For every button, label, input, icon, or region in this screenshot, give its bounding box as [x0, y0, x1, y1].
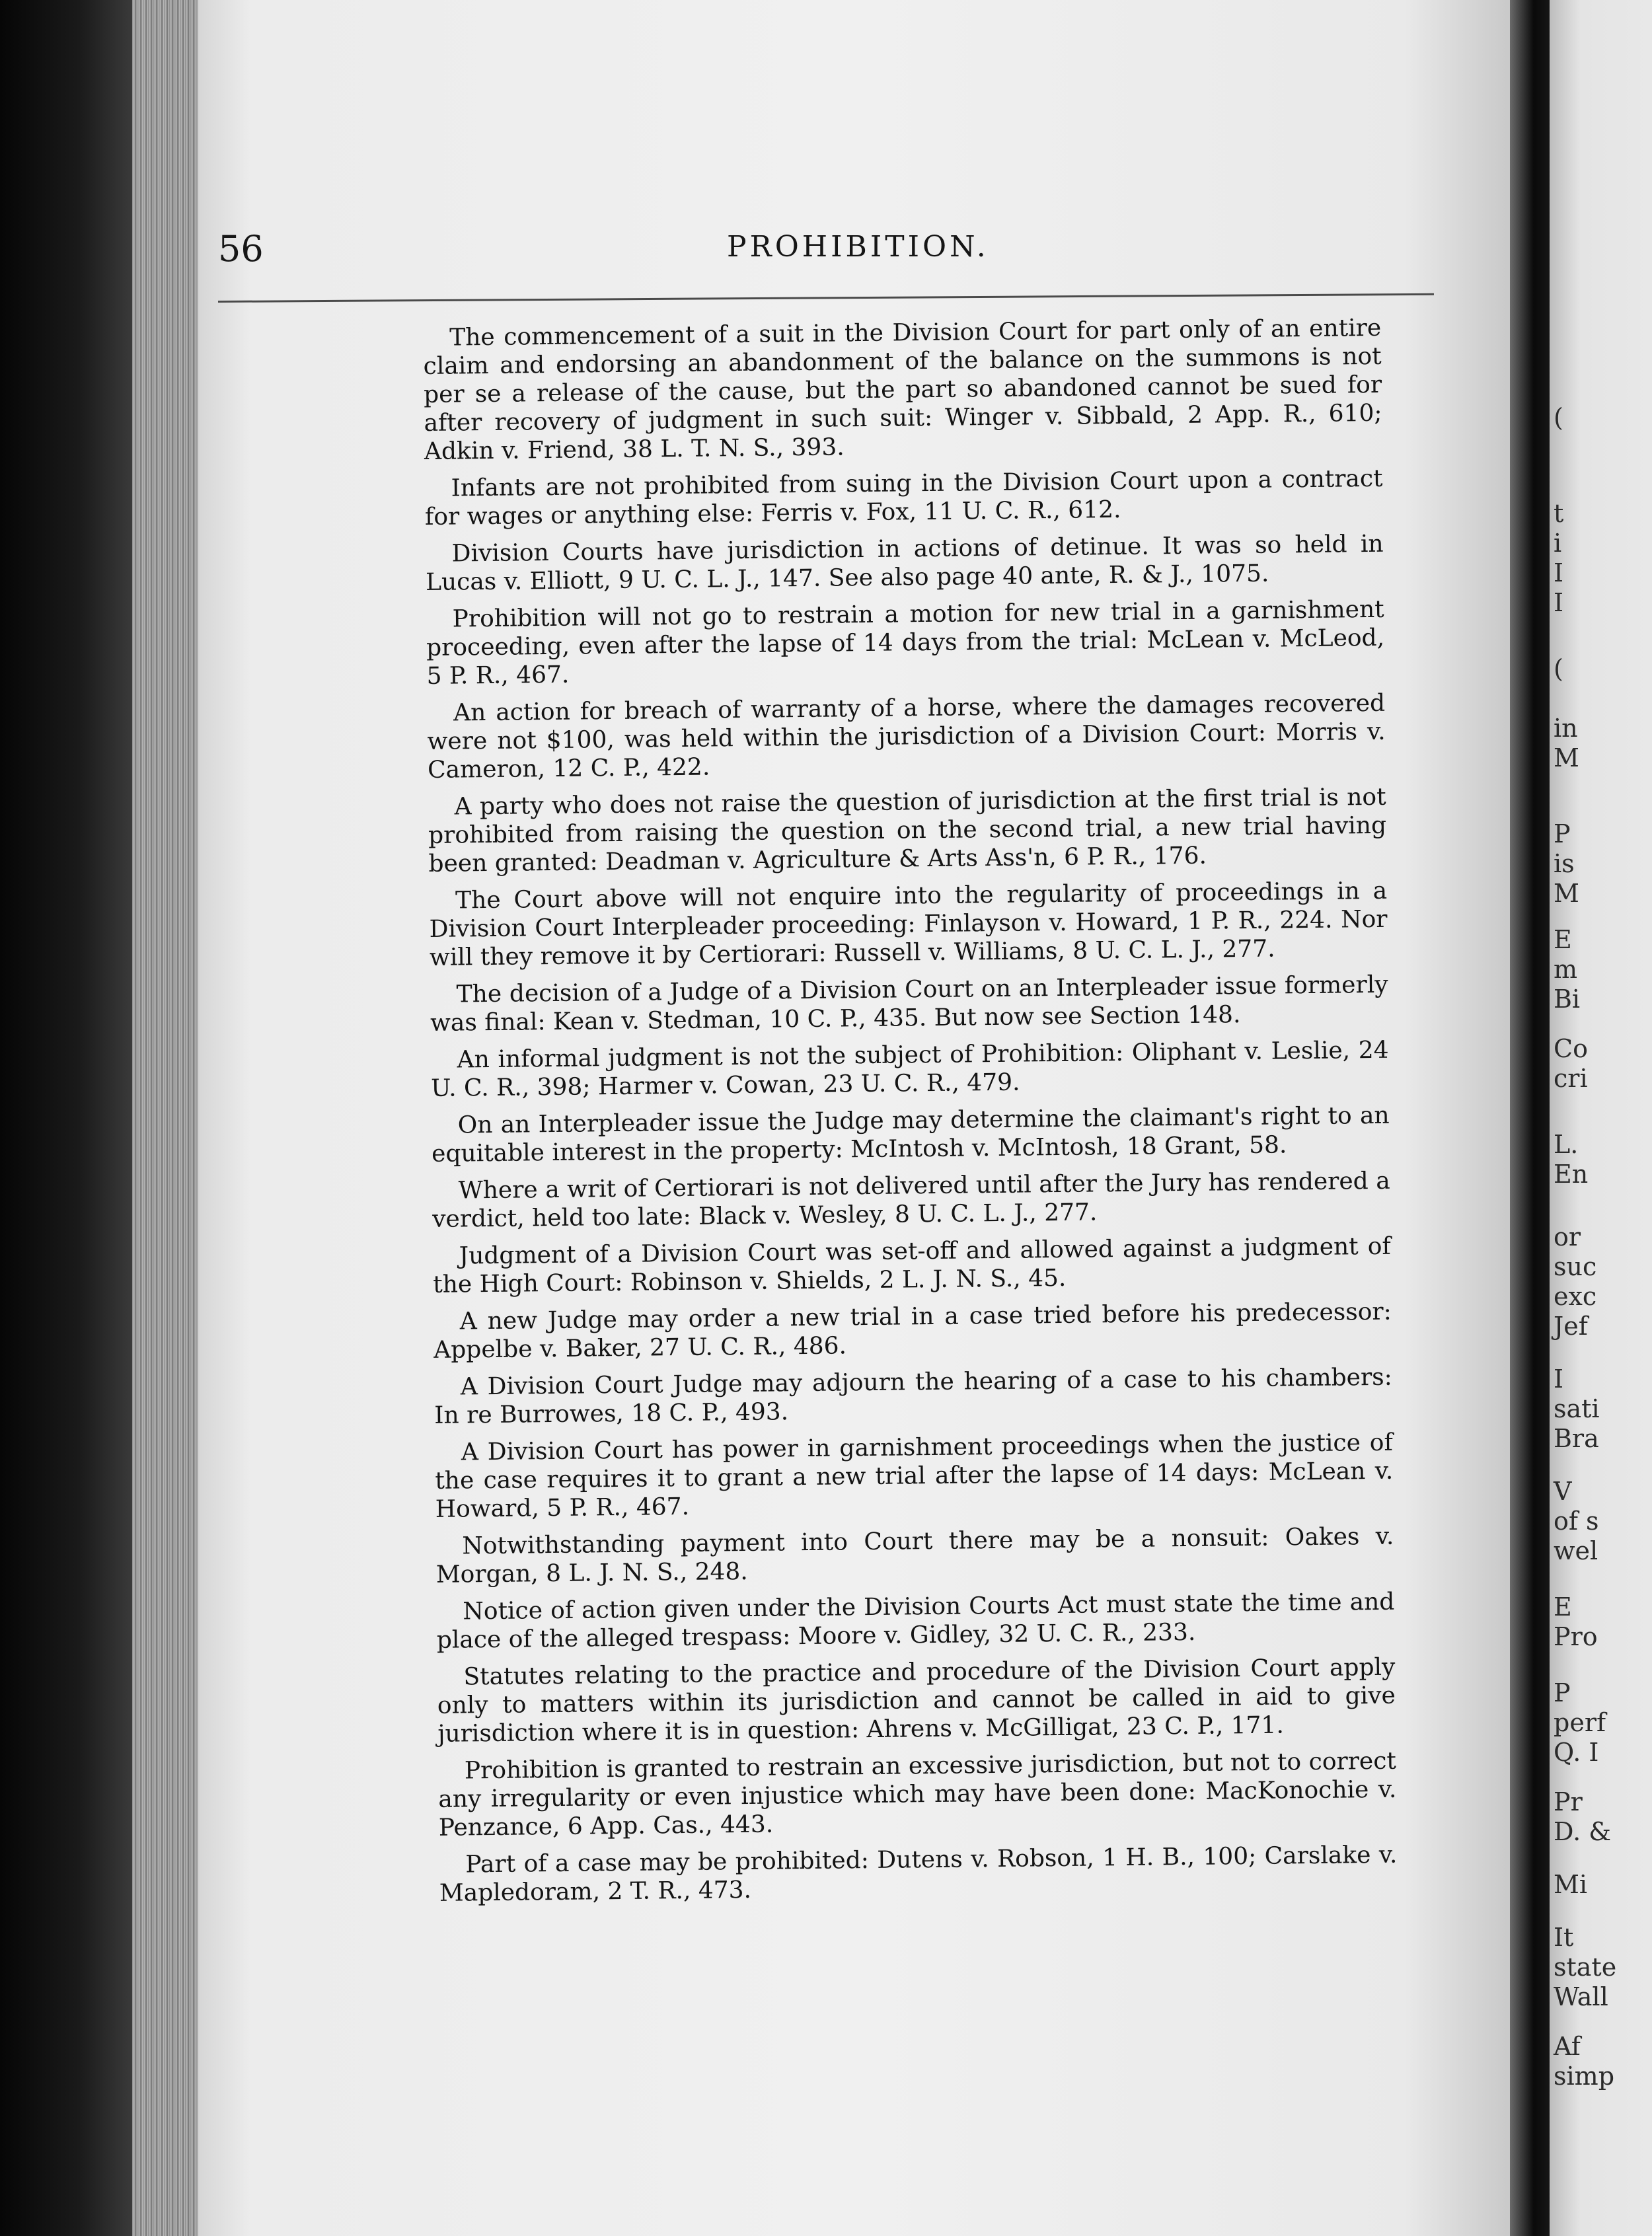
book-binding-edge	[0, 0, 132, 2236]
paragraph: Statutes relating to the practice and procedure of the Division Court apply only to matters within its jurisdiction and cannot be called in aid to give jurisdiction where it is in question: Ahrens v. McGilligat, 23 C. P., 171.	[437, 1653, 1396, 1748]
adjacent-page-fragment: Mi	[1554, 1870, 1588, 1899]
adjacent-page-fragment: V	[1554, 1477, 1572, 1506]
adjacent-page-fragment: Bra	[1554, 1424, 1599, 1453]
paragraph: Where a writ of Certiorari is not delivered until after the Jury has rendered a verdict, held too late: Black v. Wesley, 8 U. C. L. J., 277.	[432, 1167, 1390, 1233]
adjacent-page-fragment: Wall	[1554, 1982, 1608, 2011]
adjacent-page-fragment: E	[1554, 1592, 1572, 1621]
paragraph: The decision of a Judge of a Division Court on an Interpleader issue formerly was final: Kean v. Stedman, 10 C. P., 435. But now see Section 148.	[430, 971, 1388, 1037]
paragraph: A new Judge may order a new trial in a case tried before his predecessor: Appelbe v. Baker, 27 U. C. R., 486.	[433, 1298, 1392, 1364]
adjacent-page-fragment: perf	[1554, 1708, 1606, 1737]
adjacent-page-fragment: is	[1554, 849, 1575, 878]
adjacent-page	[1550, 0, 1652, 2236]
paragraph: Part of a case may be prohibited: Dutens v. Robson, 1 H. B., 100; Carslake v. Mapledoram, 2 T. R., 473.	[439, 1841, 1398, 1907]
adjacent-page-fragment: I	[1554, 588, 1564, 617]
adjacent-page-fragment: I	[1554, 558, 1564, 587]
adjacent-page-fragment: P	[1554, 819, 1571, 848]
page-edges	[132, 0, 198, 2236]
adjacent-page-fragment: M	[1554, 879, 1579, 908]
adjacent-page-fragment: (	[1554, 654, 1563, 683]
adjacent-page-fragment: Pr	[1554, 1787, 1583, 1816]
adjacent-page-fragment: I	[1554, 1364, 1564, 1394]
adjacent-page-fragment: It	[1554, 1923, 1574, 1952]
adjacent-page-fragment: Q. I	[1554, 1738, 1599, 1767]
adjacent-page-fragment: in	[1554, 714, 1578, 743]
adjacent-page-fragment: Af	[1554, 2032, 1581, 2061]
paragraph: Judgment of a Division Court was set-off and allowed against a judgment of the High Court: Robinson v. Shields, 2 L. J. N. S., 45.	[433, 1232, 1391, 1298]
adjacent-page-fragment: cri	[1554, 1064, 1588, 1093]
adjacent-page-fragment: D. &	[1554, 1817, 1612, 1846]
paragraph: Infants are not prohibited from suing in the Division Court upon a contract for wages or anything else: Ferris v. Fox, 11 U. C. R., 612.	[424, 465, 1383, 531]
paragraph: An informal judgment is not the subject of Prohibition: Oliphant v. Leslie, 24 U. C. R., 398; Harmer v. Cowan, 23 U. C. R., 479.	[430, 1036, 1389, 1102]
adjacent-page-fragment: state	[1554, 1953, 1617, 1982]
paragraph: Prohibition will not go to restrain a motion for new trial in a garnishment proceeding, even after the lapse of 14 days from the trial: McLean v. McLeod, 5 P. R., 467.	[426, 595, 1385, 690]
adjacent-page-fragment: sati	[1554, 1394, 1600, 1423]
paragraph: Notice of action given under the Division Courts Act must state the time and place of the alleged trespass: Moore v. Gidley, 32 U. C. R., 233.	[436, 1588, 1395, 1654]
adjacent-page-fragment: En	[1554, 1160, 1589, 1189]
paragraph: Division Courts have jurisdiction in actions of detinue. It was so held in Lucas v. Elliott, 9 U. C. L. J., 147. See also page 40 ante, R. & J., 1075.	[425, 530, 1384, 596]
paragraph: A Division Court Judge may adjourn the hearing of a case to his chambers: In re Burrowes, 18 C. P., 493.	[434, 1363, 1392, 1429]
paragraph: The Court above will not enquire into the regularity of proceedings in a Division Court Interpleader proceeding: Finlayson v. Howard, 1 P. R., 224. Nor will they remove it by Certiorari: Russell v. Williams, 8 U. C. L. J., 277.	[429, 877, 1388, 971]
adjacent-page-fragment: (	[1554, 403, 1563, 432]
adjacent-page-fragment: Co	[1554, 1034, 1588, 1063]
running-title: PROHIBITION.	[727, 230, 989, 264]
adjacent-page-fragment: exc	[1554, 1282, 1597, 1311]
paragraph: Prohibition is granted to restrain an excessive jurisdiction, but not to correct any irregularity or even injustice which may have been done: MacKonochie v. Penzance, 6 App. Cas., 443.	[438, 1747, 1397, 1842]
adjacent-page-fragment: or	[1554, 1222, 1581, 1251]
paragraph: A party who does not raise the question of jurisdiction at the first trial is not prohibited from raising the question on the second trial, a new trial having been granted: Deadman v. Agriculture & Arts Ass'n, 6 P. R., 176.	[428, 783, 1387, 877]
adjacent-page-fragment: L.	[1554, 1130, 1579, 1159]
adjacent-page-fragment: t	[1554, 499, 1564, 528]
adjacent-page-fragment: wel	[1554, 1536, 1598, 1565]
adjacent-page-fragment: m	[1554, 955, 1578, 984]
paragraph: A Division Court has power in garnishment proceedings when the justice of the case requires it to grant a new trial after the lapse of 14 days: McLean v. Howard, 5 P. R., 467.	[435, 1429, 1394, 1523]
paragraph: The commencement of a suit in the Division Court for part only of an entire claim and endorsing an abandonment of the balance on the summons is not per se a release of the cause, but the part so abandoned cannot be sued for after recovery of judgment in such suit: Winger v. Sibbald, 2 App. R., 610; Adkin v. Friend, 38 L. T. N. S., 393.	[423, 314, 1382, 465]
page-number: 56	[218, 228, 264, 270]
adjacent-page-fragment: E	[1554, 925, 1572, 954]
adjacent-page-fragment: simp	[1554, 2062, 1615, 2091]
book-gutter	[1510, 0, 1550, 2236]
paragraph: An action for breach of warranty of a horse, where the damages recovered were not $100, was held within the jurisdiction of a Division Court: Morris v. Cameron, 12 C. P., 422.	[427, 689, 1386, 784]
paragraph: On an Interpleader issue the Judge may determine the claimant's right to an equitable interest in the property: McIntosh v. McIntosh, 18 Grant, 58.	[431, 1101, 1390, 1168]
adjacent-page-fragment: i	[1554, 529, 1562, 558]
body-text	[423, 314, 1398, 1916]
adjacent-page-fragment: of s	[1554, 1507, 1599, 1536]
adjacent-page-fragment: Pro	[1554, 1622, 1598, 1651]
adjacent-page-fragment: M	[1554, 743, 1579, 772]
adjacent-page-fragment: suc	[1554, 1252, 1597, 1281]
adjacent-page-fragment: P	[1554, 1678, 1571, 1707]
adjacent-page-fragment: Jef	[1554, 1312, 1588, 1341]
adjacent-page-fragment: Bi	[1554, 985, 1581, 1014]
paragraph: Notwithstanding payment into Court there may be a nonsuit: Oakes v. Morgan, 8 L. J. N. S., 248.	[435, 1522, 1394, 1588]
